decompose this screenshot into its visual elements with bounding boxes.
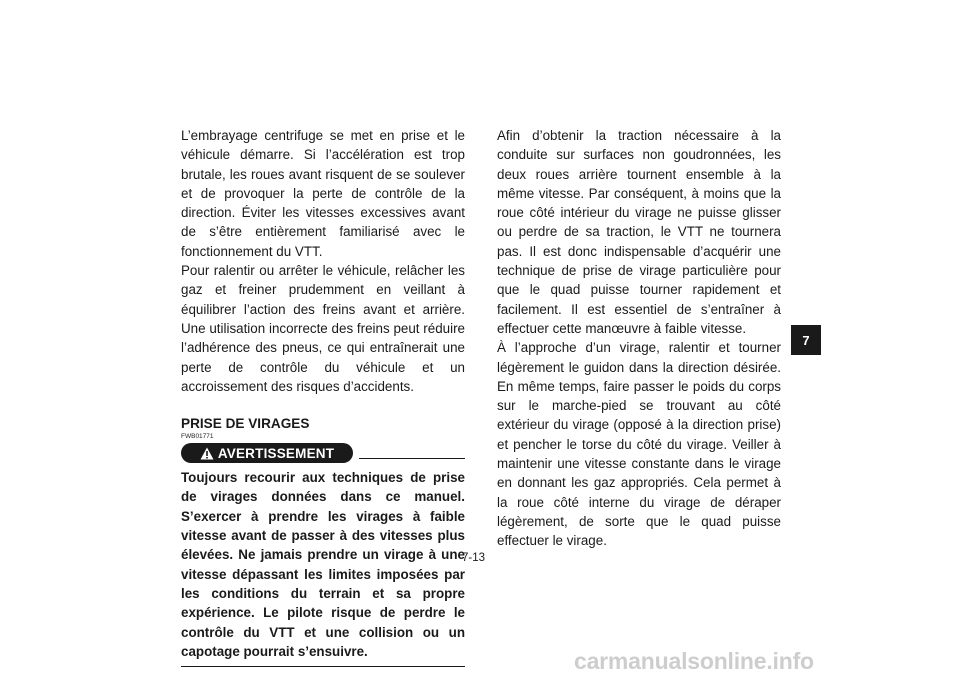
right-column [497, 126, 781, 551]
warning-label: AVERTISSEMENT [217, 445, 335, 461]
chapter-tab: 7 [791, 325, 821, 355]
paragraph-cornering: À l’approche d’un virage, ralentir et tourner légèrement le guidon dans la direction désirée. En même temps, faire passer le poids du corps sur le marche-pied se trouvant au côté extérieur du virage (opposé à la direction prise) et pencher le torse du côté du virage. Veiller à maintenir une vitesse constante dans le virage en donnant les gaz appropriés. Cela permet à la roue côté interne du virage de déraper légèrement, de sorte que le quad puisse effectuer le virage. [497, 340, 781, 549]
paragraph-traction: Afin d’obtenir la traction nécessaire à la conduite sur surfaces non goudronnées, les deux roues arrière tournent ensemble à la même vitesse. Par conséquent, à moins que la roue côté intérieur du virage ne puisse glisser ou perdre de sa traction, le VTT ne tournera pas. Il est donc indispensable d’acquérir une technique de prise de virage particulière pour que le quad puisse tourner rapidement et facilement. Il est essentiel de s’entraîner à effectuer cette manœuvre à faible vitesse. [497, 128, 781, 336]
warning-text: Toujours recourir aux techniques de prise de virages données dans ce manuel. S’exercer à prendre les virages à faible vitesse avant de passer à des vitesses plus élevées. Ne jamais prendre un virage à une vitesse dépassant les limites imposées par les conditions du terrain et sa propre expérience. Le pilote risque de perdre le contrôle du VTT et une collision ou un capotage pourrait s’ensuivre. [181, 470, 465, 659]
warning-bottom-rule [181, 666, 465, 667]
watermark: carmanualsonline.info [574, 648, 814, 674]
warning-triangle-icon [200, 447, 214, 460]
paragraph-braking: Pour ralentir ou arrêter le véhicule, relâcher les gaz et freiner prudemment en veillant à équilibrer l’action des freins avant et arrière. Une utilisation incorrecte des freins peut réduire l’adhérence des pneus, ce qui entraînerait une perte de contrôle du véhicule et un accroissement des risques d’accidents. [181, 263, 465, 394]
warning-code: FWB01771 [181, 433, 214, 441]
warning-header [181, 443, 465, 467]
page-number: 7-13 [462, 552, 486, 564]
warning-badge [181, 443, 353, 463]
warning-top-rule [359, 458, 465, 459]
left-column [181, 126, 465, 667]
paragraph-clutch: L’embrayage centrifuge se met en prise et le véhicule démarre. Si l’accélération est trop brutale, les roues avant risquent de se soulever et de provoquer la perte de contrôle de la direction. Éviter les vitesses excessives avant de s’être entièrement familiarisé avec le fonctionnement du VTT. [181, 128, 465, 259]
section-heading: PRISE DE VIRAGES [181, 416, 310, 432]
